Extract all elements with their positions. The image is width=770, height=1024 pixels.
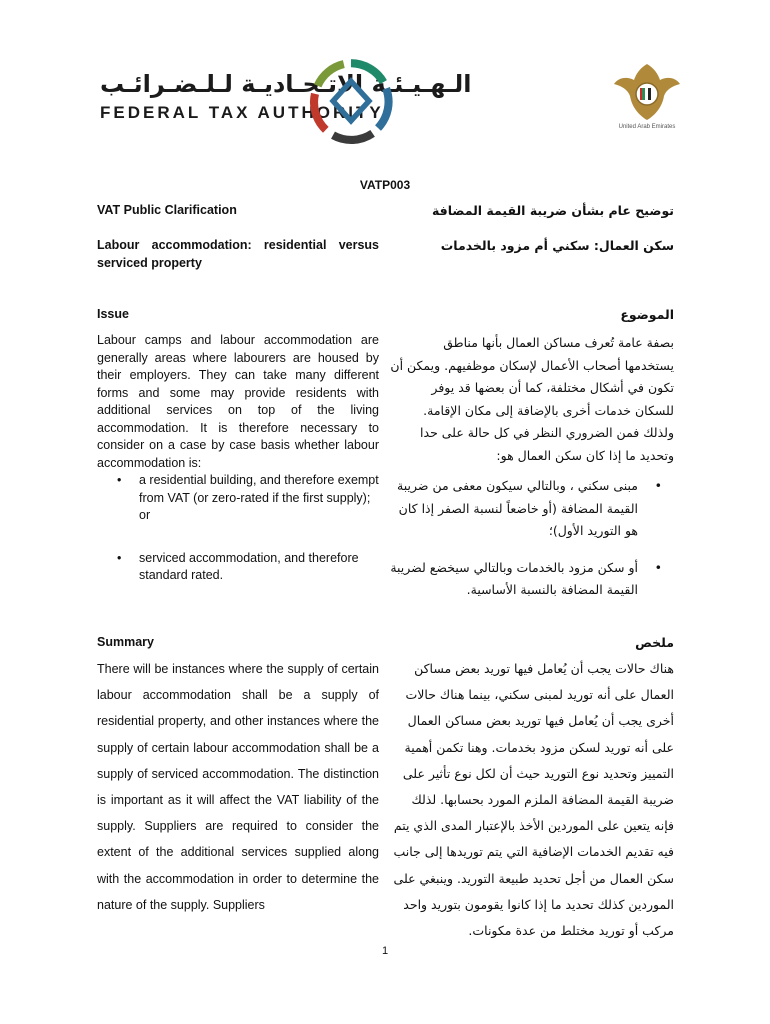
- document-code: VATP003: [359, 178, 411, 192]
- issue-heading-english: Issue: [97, 307, 129, 321]
- subtitle-english: Labour accommodation: residential versus serviced property: [97, 238, 379, 270]
- emblem-caption: United Arab Emirates: [618, 124, 676, 130]
- list-item: • أو سكن مزود بالخدمات وبالتالي سيخضع لضريبة القيمة المضافة بالنسبة الأساسية.: [390, 557, 674, 602]
- issue-section-english: [97, 332, 379, 585]
- authority-name-english: FEDERAL TAX AUTHORITY: [100, 103, 384, 122]
- issue-bullets-arabic: [390, 475, 674, 602]
- uae-emblem-icon: [612, 60, 682, 124]
- list-item: • serviced accommodation, and therefore standard rated.: [97, 550, 379, 585]
- summary-heading-english: Summary: [97, 635, 154, 649]
- summary-paragraph-arabic: هناك حالات يجب أن يُعامل فيها توريد بعض مساكن العمال على أنه توريد لمبنى سكني، بينما هناك حالات أخرى يجب أن يُعامل فيها توريد بعض مساكن العمال على أنه توريد لسكن مزود بخدمات. وهنا تكمن أهمية التمييز وتحديد نوع التوريد حيث أن لكل نوع تأثير على ضريبة القيمة المضافة الملزم المورد بحسابها. لذلك فإنه يتعين على الموردين الأخذ بالإعتبار المدى الذي يتم فيه تقديم الخدمات الإضافية التي يتم توريدها إلى جانب سكن العمال من أجل تحديد طبيعة التوريد. وينبغي على الموردين كذلك تحديد ما إذا كانوا يقومون بتوريد واحد مركب أو توريد مختلط من عدة مكونات.: [393, 661, 674, 939]
- issue-paragraph-english: Labour camps and labour accommodation are generally areas where labourers are housed by their employers. They can take many different forms and some may provide residents with additional services on top of the living accommodation. It is therefore necessary to consider on a case by case basis whether labour accommodation is:: [97, 333, 379, 470]
- subtitle-arabic: سكن العمال: سكني أم مزود بالخدمات: [440, 238, 674, 253]
- title-arabic: توضيح عام بشأن ضريبة القيمة المضافة: [431, 203, 674, 218]
- issue-bullets-english: [97, 472, 379, 585]
- fta-logo-icon: [306, 56, 396, 146]
- summary-paragraph-english: There will be instances where the supply of certain labour accommodation shall be a supply of residential property, and other instances where the supply of certain labour accommodation shall be a supply of serviced accommodation. The distinction is important as it will affect the VAT liability of the supply. Suppliers are required to consider the extent of the additional services supplied along with the accommodation in order to determine the nature of the supply. Suppliers: [97, 662, 379, 912]
- page-number: 1: [381, 945, 389, 957]
- issue-section-arabic: [390, 332, 674, 602]
- summary-heading-arabic: ملخص: [635, 635, 674, 650]
- list-item: • مبنى سكني ، وبالتالي سيكون معفى من ضريبة القيمة المضافة (أو خاضعاً لنسبة الصفر إذا كان هو التوريد الأول)؛: [390, 475, 674, 543]
- list-item: • a residential building, and therefore exempt from VAT (or zero-rated if the first supply); or: [97, 472, 379, 525]
- title-english: VAT Public Clarification: [97, 203, 237, 217]
- issue-paragraph-arabic: بصفة عامة تُعرف مساكن العمال بأنها مناطق يستخدمها أصحاب الأعمال لإسكان موظفيهم. ويمكن أن تكون في أشكال مختلفة، كما أن بعضها قد يوفر للسكان خدمات أخرى بالإضافة إلى مكان الإقامة. ولذلك فمن الضروري النظر في كل حالة على حدا وتحديد ما إذا كان سكن العمال هو:: [390, 335, 674, 463]
- authority-name-arabic: الـهـيـئـة الاتـحـاديـة لـلـضـرائـب: [100, 70, 472, 98]
- issue-heading-arabic: الموضوع: [620, 307, 674, 322]
